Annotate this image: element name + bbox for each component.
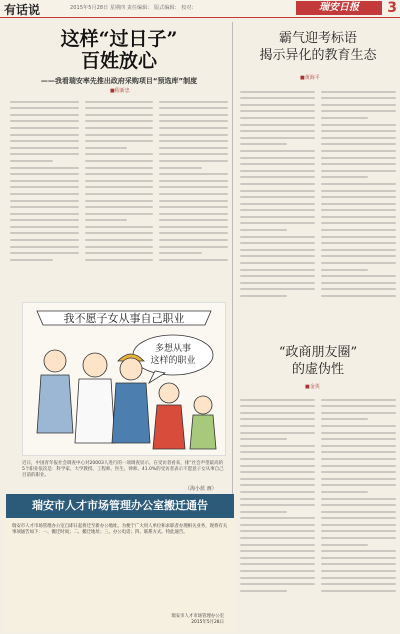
- masthead: [0, 0, 400, 18]
- body-column: [240, 86, 315, 338]
- body-column: [85, 96, 154, 296]
- notice-signature: [171, 614, 224, 626]
- body-column: [321, 394, 396, 628]
- notice-body: 瑞安市人才市场管理办公室自即日起将迁至新办公地址。为便于广大用人单位和求职者办理相关业务，现将有关事项通告如下：一、搬迁时间；二、搬迁地址；三、办公电话；四、联系方式。特此通告。: [12, 524, 228, 536]
- body-column: [159, 96, 228, 296]
- right-article2-title: [240, 344, 396, 378]
- lead-article-subtitle: ——我看瑞安率先推出政府采购项目“预选库”制度: [40, 77, 198, 85]
- right-article1-byline: ■黄海平: [300, 75, 320, 81]
- right-article1-body: [240, 86, 396, 338]
- cartoon-bubble-text-2: 这样的职业: [150, 356, 196, 366]
- relocation-notice: [6, 494, 234, 632]
- right-article2-title-line1: “政商朋友圈”: [278, 345, 358, 360]
- body-column: [321, 86, 396, 338]
- lead-title-line2: 百姓放心: [80, 50, 157, 72]
- notice-sign-date: 2015年5月28日: [191, 620, 224, 625]
- section-name: 有话说: [4, 3, 41, 17]
- cartoon-caption: 近日，中国青年报社会调查中心对20003人进行的一项调查显示，在受访者看来，排“社会声望最高的5个职业依次是：科学家、大学教授、工程师、医生、律师。41.0%的受访者表示不愿意子女从事自己目前的职业。: [22, 461, 224, 478]
- right-article2-byline: ■金英: [305, 384, 320, 390]
- cartoon-bubble-text-1: 多想从事: [154, 344, 192, 354]
- cartoon-illustration: [23, 303, 225, 455]
- lead-title-line1: 这样“过日子”: [60, 28, 178, 50]
- right-article2-body: [240, 394, 396, 628]
- column-divider: [232, 22, 233, 574]
- cartoon-banner-text: 我不愿子女从事自己职业: [63, 312, 185, 325]
- right-article1-title-line2: 揭示异化的教育生态: [259, 48, 377, 63]
- lead-article-body: [10, 96, 228, 296]
- body-column: [240, 394, 315, 628]
- lead-article-byline: ■程新忠: [110, 88, 130, 94]
- right-article1-title-line1: 霸气迎考标语: [278, 31, 357, 46]
- right-article2-title-line2: 的虚伪性: [291, 362, 344, 377]
- lead-article-title: [10, 28, 228, 72]
- right-article1-title: [240, 30, 396, 64]
- notice-sign-org: 瑞安市人才市场管理办公室: [171, 614, 224, 619]
- body-column: [10, 96, 79, 296]
- notice-title: 瑞安市人才市场管理办公室搬迁通告: [6, 494, 234, 518]
- newspaper-brand: 瑞安日报: [296, 1, 382, 15]
- cartoon-author: （海小蓝 画）: [185, 486, 217, 492]
- date-line: 2015年5月28日 星期四 责任编辑： 版式编辑： 校对：: [70, 5, 197, 11]
- editorial-cartoon: [22, 302, 226, 456]
- page-number: 3: [387, 0, 397, 16]
